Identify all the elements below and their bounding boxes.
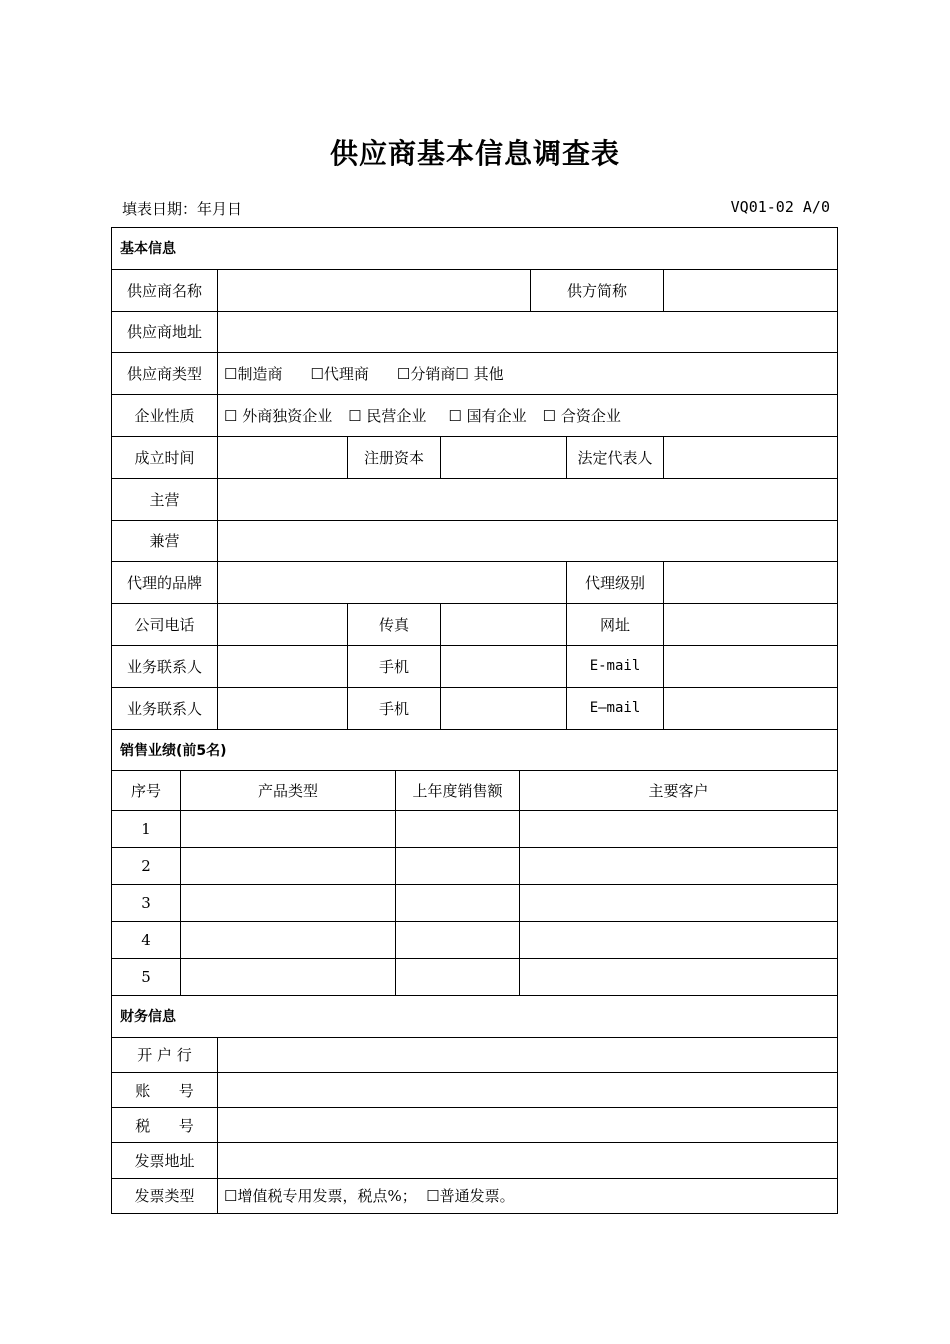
sales-row-index: 3 (112, 885, 181, 922)
website-field[interactable] (664, 604, 838, 646)
side-business-field[interactable] (218, 520, 838, 562)
sales-customer-field[interactable] (520, 959, 838, 996)
account-field[interactable] (218, 1072, 838, 1107)
address-field[interactable] (218, 311, 838, 353)
email1-label: E-mail (567, 645, 664, 687)
basic-info-table (111, 227, 838, 730)
supplier-name-label: 供应商名称 (112, 269, 218, 311)
brand-label: 代理的品牌 (112, 562, 218, 604)
section-basic-info: 基本信息 (112, 228, 838, 270)
main-business-label: 主营 (112, 478, 218, 520)
short-name-field[interactable] (664, 269, 838, 311)
mobile2-field[interactable] (441, 687, 567, 729)
sales-row-index: 1 (112, 811, 181, 848)
bank-label: 开 户 行 (112, 1037, 218, 1072)
sales-row-index: 5 (112, 959, 181, 996)
account-label: 账 号 (112, 1072, 218, 1107)
email1-field[interactable] (664, 645, 838, 687)
sales-customer-field[interactable] (520, 811, 838, 848)
sales-table (111, 730, 838, 997)
sales-product-field[interactable] (181, 811, 396, 848)
legal-rep-field[interactable] (664, 436, 838, 478)
sales-header-customer: 主要客户 (520, 771, 838, 811)
mobile1-label: 手机 (348, 645, 441, 687)
legal-rep-label: 法定代表人 (567, 436, 664, 478)
capital-field[interactable] (441, 436, 567, 478)
invoice-address-field[interactable] (218, 1143, 838, 1178)
contact1-label: 业务联系人 (112, 645, 218, 687)
sales-amount-field[interactable] (396, 959, 520, 996)
phone-label: 公司电话 (112, 604, 218, 646)
sales-amount-field[interactable] (396, 848, 520, 885)
sales-amount-field[interactable] (396, 811, 520, 848)
phone-field[interactable] (218, 604, 348, 646)
checkbox-private[interactable]: ☐ 民营企业 (348, 407, 427, 426)
invoice-type-label: 发票类型 (112, 1178, 218, 1213)
email2-field[interactable] (664, 687, 838, 729)
agent-level-field[interactable] (664, 562, 838, 604)
mobile1-field[interactable] (441, 645, 567, 687)
sales-row-index: 2 (112, 848, 181, 885)
sales-product-field[interactable] (181, 922, 396, 959)
agent-level-label: 代理级别 (567, 562, 664, 604)
founded-label: 成立时间 (112, 436, 218, 478)
invoice-address-label: 发票地址 (112, 1143, 218, 1178)
fax-field[interactable] (441, 604, 567, 646)
supplier-form (111, 227, 837, 1214)
address-label: 供应商地址 (112, 311, 218, 353)
email2-label: E—mail (567, 687, 664, 729)
capital-label: 注册资本 (348, 436, 441, 478)
checkbox-joint-venture[interactable]: ☐ 合资企业 (542, 407, 621, 426)
checkbox-agent[interactable]: ☐代理商 (310, 365, 369, 384)
doc-code: VQ01-02 A/0 (730, 198, 830, 216)
main-business-field[interactable] (218, 478, 838, 520)
sales-header-index: 序号 (112, 771, 181, 811)
tax-id-field[interactable] (218, 1108, 838, 1143)
sales-row-index: 4 (112, 922, 181, 959)
finance-table (111, 996, 838, 1214)
contact1-field[interactable] (218, 645, 348, 687)
sales-product-field[interactable] (181, 959, 396, 996)
sales-amount-field[interactable] (396, 922, 520, 959)
sales-amount-field[interactable] (396, 885, 520, 922)
page-title: 供应商基本信息调查表 (329, 137, 620, 170)
sales-customer-field[interactable] (520, 922, 838, 959)
sales-customer-field[interactable] (520, 848, 838, 885)
invoice-type-options[interactable]: ☐增值税专用发票，税点%； ☐普通发票。 (218, 1178, 838, 1213)
contact2-label: 业务联系人 (112, 687, 218, 729)
mobile2-label: 手机 (348, 687, 441, 729)
supplier-name-field[interactable] (218, 269, 531, 311)
enterprise-nature-options (218, 395, 838, 437)
sales-product-field[interactable] (181, 848, 396, 885)
sales-customer-field[interactable] (520, 885, 838, 922)
supplier-type-label: 供应商类型 (112, 353, 218, 395)
section-sales: 销售业绩(前5名) (112, 730, 838, 771)
enterprise-nature-label: 企业性质 (112, 395, 218, 437)
checkbox-distributor-other[interactable]: ☐分销商☐ 其他 (396, 365, 504, 384)
sales-header-amount: 上年度销售额 (396, 771, 520, 811)
contact2-field[interactable] (218, 687, 348, 729)
tax-id-label: 税 号 (112, 1108, 218, 1143)
supplier-type-options (218, 353, 838, 395)
fax-label: 传真 (348, 604, 441, 646)
checkbox-foreign-owned[interactable]: ☐ 外商独资企业 (224, 407, 333, 426)
short-name-label: 供方简称 (531, 269, 664, 311)
founded-field[interactable] (218, 436, 348, 478)
website-label: 网址 (567, 604, 664, 646)
side-business-label: 兼营 (112, 520, 218, 562)
sales-product-field[interactable] (181, 885, 396, 922)
bank-field[interactable] (218, 1037, 838, 1072)
section-finance: 财务信息 (112, 996, 838, 1037)
checkbox-manufacturer[interactable]: ☐制造商 (224, 365, 283, 384)
fill-date-label: 填表日期：年月日 (122, 200, 243, 218)
sales-header-product: 产品类型 (181, 771, 396, 811)
checkbox-state-owned[interactable]: ☐ 国有企业 (448, 407, 527, 426)
brand-field[interactable] (218, 562, 567, 604)
